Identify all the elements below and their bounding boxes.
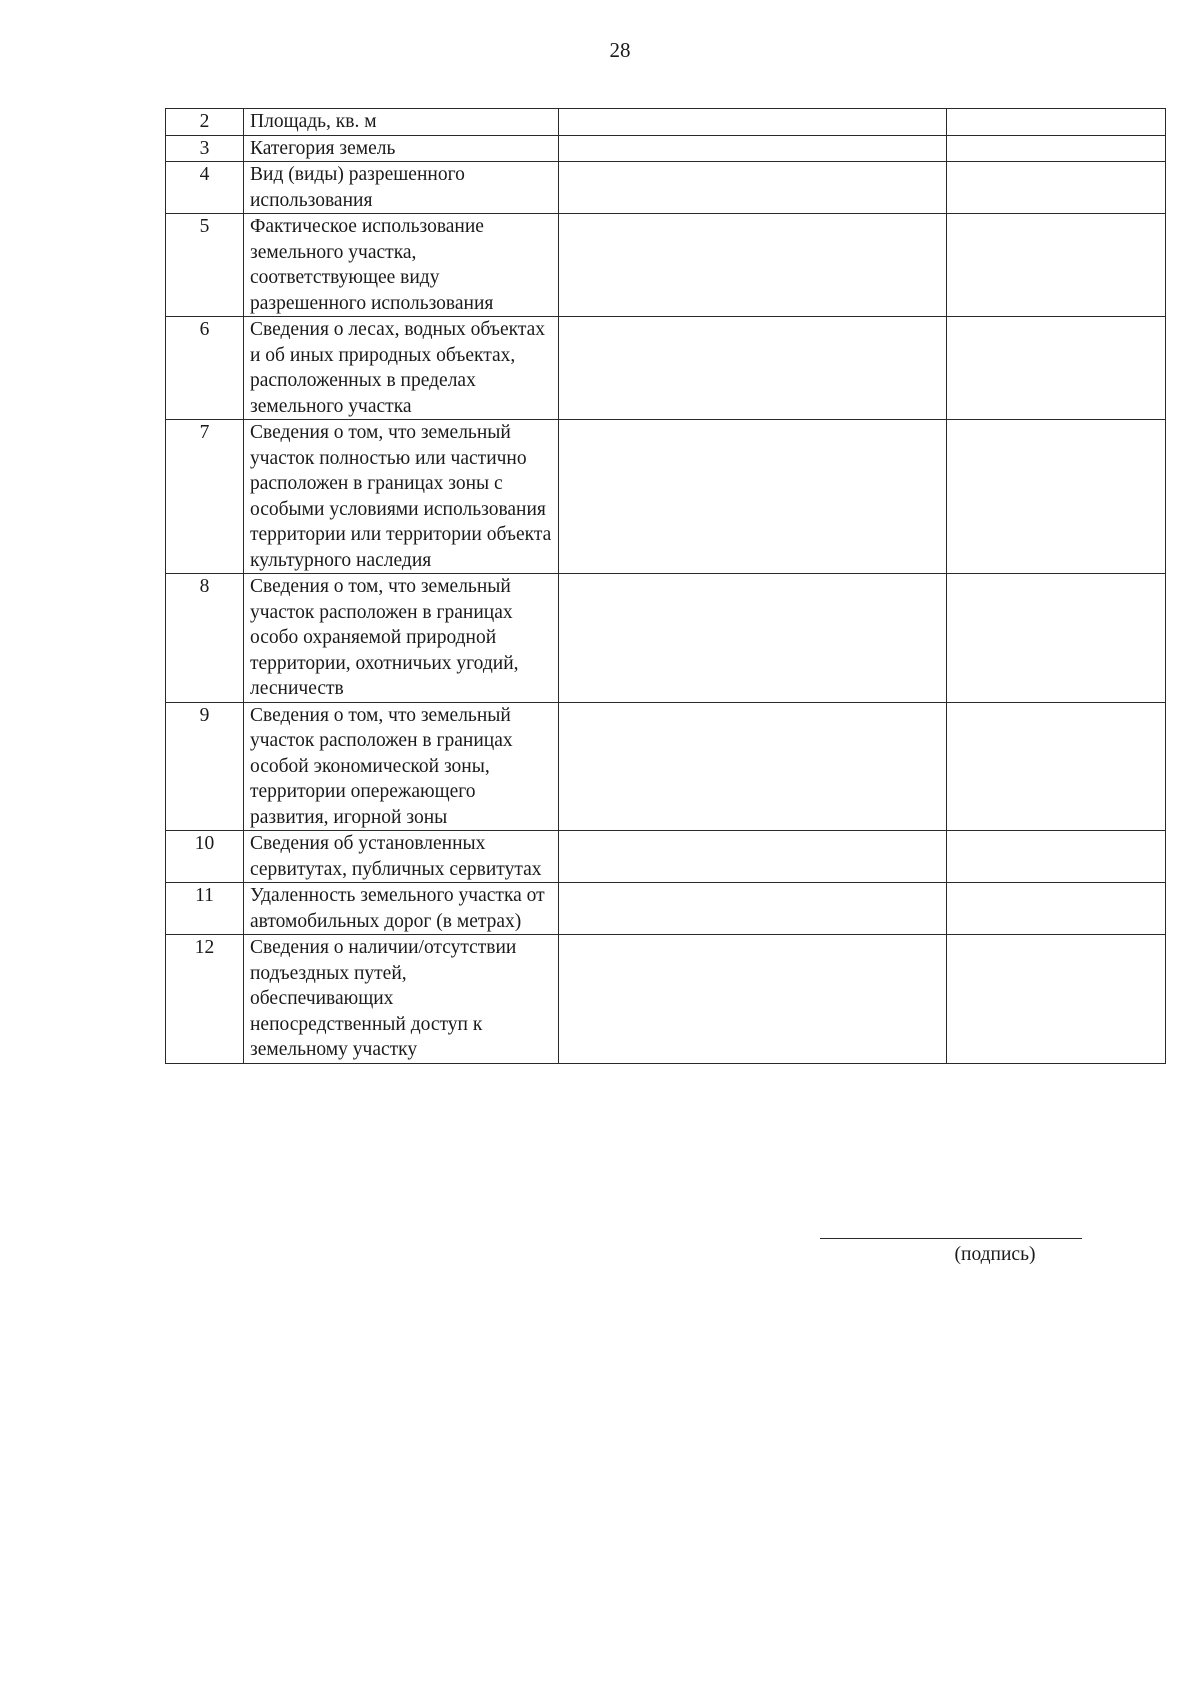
row-label: Сведения о том, что земельный участок расположен в границах особой экономической зоны, территории опережающего развития, игорной зоны	[244, 702, 559, 831]
table-row	[166, 420, 1166, 574]
row-note-cell	[947, 109, 1166, 136]
signature-line	[820, 1238, 1082, 1239]
table-row	[166, 883, 1166, 935]
row-value-cell	[559, 162, 947, 214]
land-plot-info-table	[165, 108, 1166, 1064]
row-note-cell	[947, 162, 1166, 214]
row-number: 5	[166, 214, 244, 317]
row-label: Сведения о наличии/отсутствии подъездных путей, обеспечивающих непосредственный доступ к земельному участку	[244, 935, 559, 1064]
row-note-cell	[947, 135, 1166, 162]
table-row	[166, 109, 1166, 136]
row-note-cell	[947, 702, 1166, 831]
row-number: 6	[166, 317, 244, 420]
row-number: 2	[166, 109, 244, 136]
row-number: 9	[166, 702, 244, 831]
row-value-cell	[559, 935, 947, 1064]
row-note-cell	[947, 574, 1166, 703]
row-number: 12	[166, 935, 244, 1064]
table-row	[166, 214, 1166, 317]
row-number: 11	[166, 883, 244, 935]
row-note-cell	[947, 317, 1166, 420]
page-number: 28	[609, 38, 631, 62]
table-row	[166, 831, 1166, 883]
row-label: Вид (виды) разрешенного использования	[244, 162, 559, 214]
row-label: Фактическое использование земельного участка, соответствующее виду разрешенного использования	[244, 214, 559, 317]
row-label: Сведения о том, что земельный участок полностью или частично расположен в границах зоны с особыми условиями использования территории или территории объекта культурного наследия	[244, 420, 559, 574]
row-note-cell	[947, 420, 1166, 574]
row-number: 10	[166, 831, 244, 883]
row-note-cell	[947, 935, 1166, 1064]
row-value-cell	[559, 109, 947, 136]
table-row	[166, 317, 1166, 420]
table-row	[166, 574, 1166, 703]
row-value-cell	[559, 135, 947, 162]
row-label: Сведения о лесах, водных объектах и об иных природных объектах, расположенных в пределах земельного участка	[244, 317, 559, 420]
row-value-cell	[559, 317, 947, 420]
row-label: Удаленность земельного участка от автомобильных дорог (в метрах)	[244, 883, 559, 935]
row-label: Сведения об установленных сервитутах, публичных сервитутах	[244, 831, 559, 883]
row-note-cell	[947, 883, 1166, 935]
row-value-cell	[559, 420, 947, 574]
row-number: 4	[166, 162, 244, 214]
row-value-cell	[559, 831, 947, 883]
row-number: 3	[166, 135, 244, 162]
row-label: Категория земель	[244, 135, 559, 162]
row-value-cell	[559, 574, 947, 703]
row-value-cell	[559, 214, 947, 317]
table-row	[166, 135, 1166, 162]
table-row	[166, 702, 1166, 831]
table-row	[166, 162, 1166, 214]
signature-label: (подпись)	[954, 1244, 1036, 1265]
row-number: 8	[166, 574, 244, 703]
row-number: 7	[166, 420, 244, 574]
row-value-cell	[559, 702, 947, 831]
row-note-cell	[947, 214, 1166, 317]
row-label: Площадь, кв. м	[244, 109, 559, 136]
table-row	[166, 935, 1166, 1064]
row-note-cell	[947, 831, 1166, 883]
row-value-cell	[559, 883, 947, 935]
row-label: Сведения о том, что земельный участок расположен в границах особо охраняемой природной территории, охотничьих угодий, лесничеств	[244, 574, 559, 703]
